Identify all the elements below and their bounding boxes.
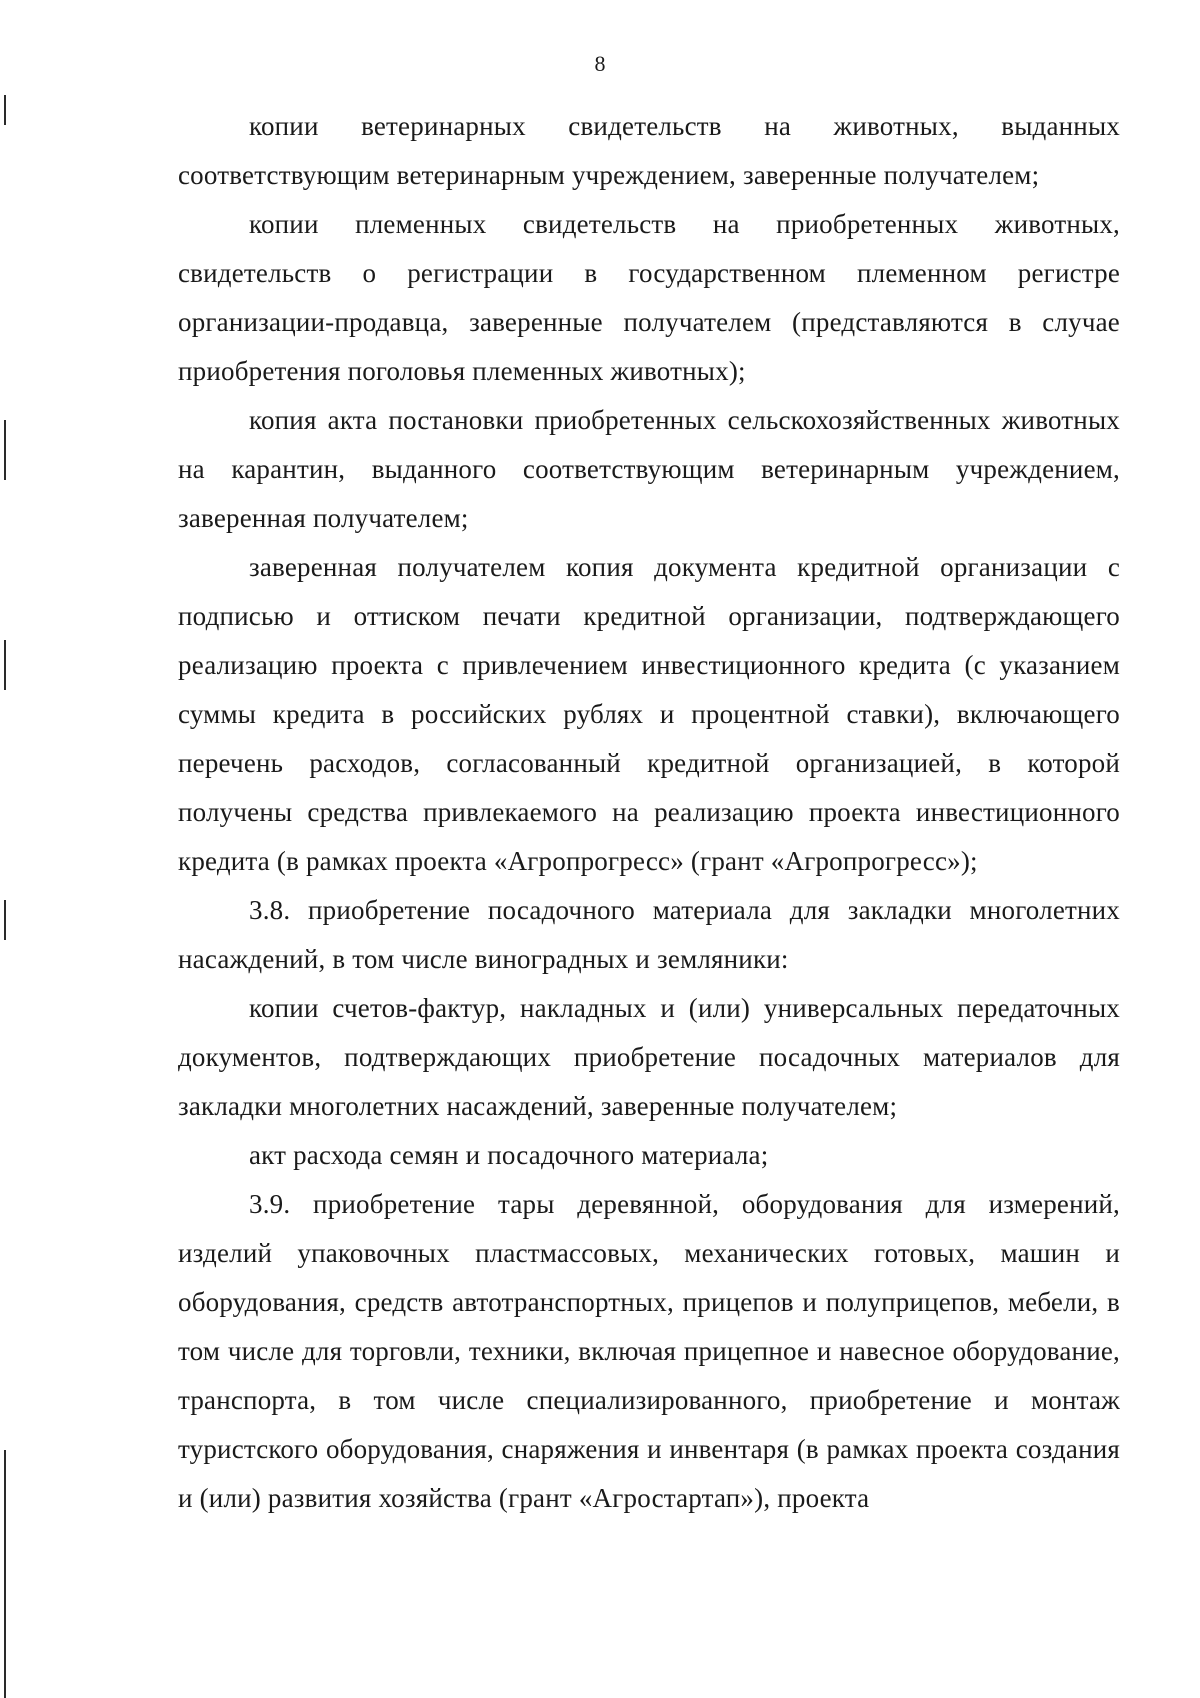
paragraph: 3.8. приобретение посадочного материала для закладки многолетних насаждений, в том числе виноградных и земляники: [178, 895, 1120, 974]
page-number: 8 [594, 51, 606, 76]
paragraph: копии племенных свидетельств на приобретенных животных, свидетельств о регистрации в государственном племенном регистре организации-продавца, заверенные получателем (представляются в случае приобретения поголовья племенных животных); [178, 209, 1120, 386]
scan-edge-line [4, 900, 6, 940]
paragraph: акт расхода семян и посадочного материала; [249, 1140, 769, 1170]
paragraph: 3.9. приобретение тары деревянной, оборудования для измерений, изделий упаковочных пластмассовых, механических готовых, машин и оборудования, средств автотранспортных, прицепов и полуприцепов, мебели, в том числе для торговли, техники, включая прицепное и навесное оборудование, транспорта, в том числе специализированного, приобретение и монтаж туристского оборудования, снаряжения и инвентаря (в рамках проекта создания и (или) развития хозяйства (грант «Агростартап»), проекта [178, 1189, 1120, 1513]
scan-edge-line [4, 640, 6, 690]
document-body [178, 102, 1120, 1523]
paragraph: заверенная получателем копия документа кредитной организации с подписью и оттиском печати кредитной организации, подтверждающего реализацию проекта с привлечением инвестиционного кредита (с указанием суммы кредита в российских рублях и процентной ставки), включающего перечень расходов, согласованный кредитной организацией, в которой получены средства привлекаемого на реализацию проекта инвестиционного кредита (в рамках проекта «Агропрогресс» (грант «Агропрогресс»); [178, 552, 1120, 876]
paragraph: копии счетов-фактур, накладных и (или) универсальных передаточных документов, подтверждающих приобретение посадочных материалов для закладки многолетних насаждений, заверенные получателем; [178, 993, 1120, 1121]
scan-edge-line [4, 95, 6, 125]
paragraph: копии ветеринарных свидетельств на животных, выданных соответствующим ветеринарным учреждением, заверенные получателем; [178, 111, 1120, 190]
scan-edge-line [4, 420, 6, 480]
scan-edge-line [4, 1450, 6, 1698]
paragraph: копия акта постановки приобретенных сельскохозяйственных животных на карантин, выданного соответствующим ветеринарным учреждением, заверенная получателем; [178, 405, 1120, 533]
